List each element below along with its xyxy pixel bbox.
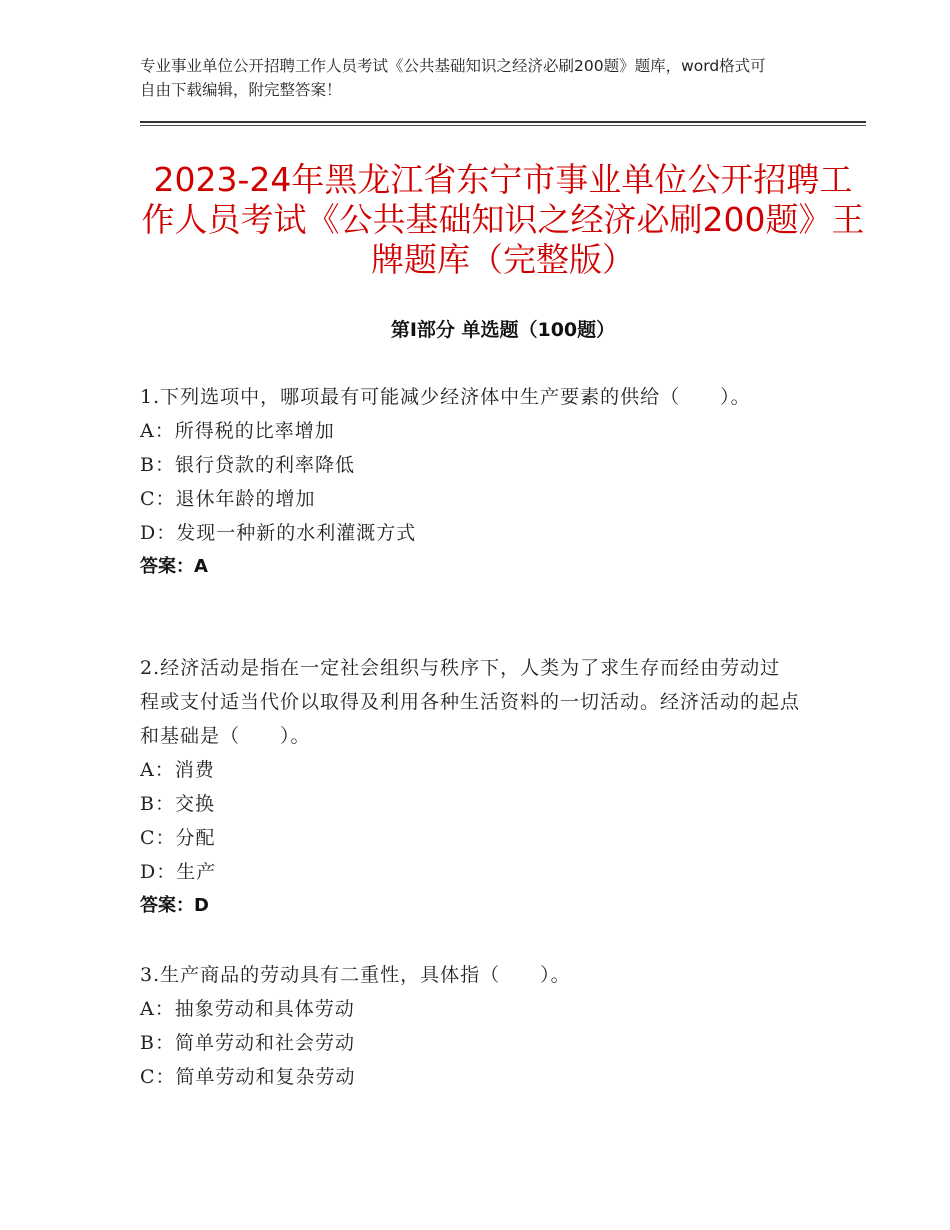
question-1 [140, 380, 800, 584]
header-divider-thin [140, 125, 866, 126]
answer: 答案：A [140, 556, 208, 577]
document-title: 2023-24年黑龙江省东宁市事业单位公开招聘工作人员考试《公共基础知识之经济必刷200题》王牌题库（完整版） [141, 160, 865, 279]
option-b: B：简单劳动和社会劳动 [140, 1032, 355, 1054]
option-b: B：交换 [140, 793, 215, 815]
option-c: C：分配 [140, 827, 216, 849]
option-a: A：所得税的比率增加 [140, 420, 335, 442]
answer: 答案：D [140, 895, 209, 916]
option-d: D：发现一种新的水利灌溉方式 [140, 522, 417, 544]
option-a: A：抽象劳动和具体劳动 [140, 998, 355, 1020]
question-stem: 3.生产商品的劳动具有二重性，具体指（ ）。 [140, 964, 571, 986]
question-stem: 1.下列选项中，哪项最有可能减少经济体中生产要素的供给（ ）。 [140, 386, 751, 408]
option-a: A：消费 [140, 759, 215, 781]
question-2 [140, 651, 800, 923]
option-d: D：生产 [140, 861, 217, 883]
question-3 [140, 958, 800, 1094]
header-divider-thick [140, 121, 866, 123]
option-c: C：退休年龄的增加 [140, 488, 316, 510]
option-b: B：银行贷款的利率降低 [140, 454, 355, 476]
option-c: C：简单劳动和复杂劳动 [140, 1066, 356, 1088]
section-heading: 第Ⅰ部分 单选题（100题） [390, 319, 616, 341]
question-stem: 2.经济活动是指在一定社会组织与秩序下，人类为了求生存而经由劳动过程或支付适当代价以取得及利用各种生活资料的一切活动。经济活动的起点和基础是（ ）。 [140, 657, 801, 747]
header-note: 专业事业单位公开招聘工作人员考试《公共基础知识之经济必刷200题》题库，word格式可自由下载编辑，附完整答案！ [140, 57, 766, 99]
